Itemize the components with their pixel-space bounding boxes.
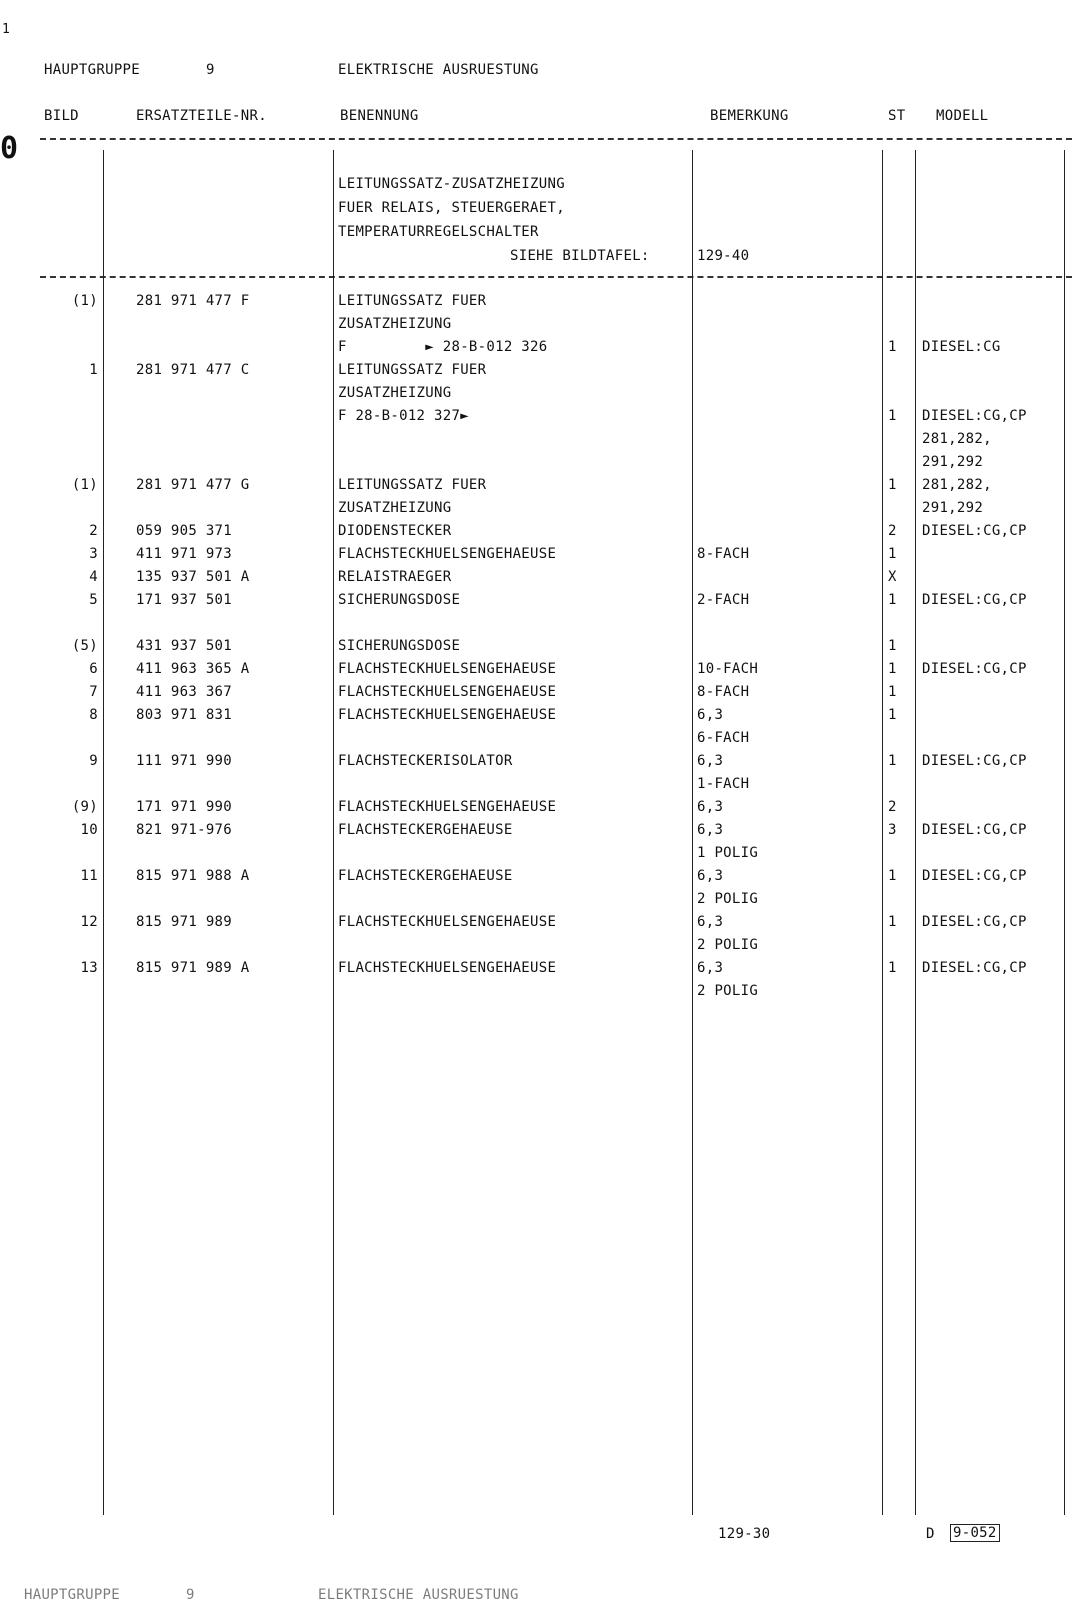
page-marker: 1 bbox=[2, 22, 11, 37]
next-group-title: ELEKTRISCHE AUSRUESTUNG bbox=[318, 1587, 519, 1603]
part-number: 815 971 989 bbox=[136, 914, 233, 930]
part-modell: DIESEL:CG,CP bbox=[922, 592, 1027, 608]
part-benennung: FLACHSTECKERGEHAEUSE bbox=[338, 822, 513, 838]
part-bemerkung: 10-FACH bbox=[697, 661, 759, 677]
part-bemerkung: 6,3 bbox=[697, 960, 724, 976]
group-label: HAUPTGRUPPE bbox=[44, 62, 141, 78]
part-benennung: FLACHSTECKHUELSENGEHAEUSE bbox=[338, 546, 557, 562]
col-divider-5 bbox=[915, 150, 916, 1515]
part-benennung: FLACHSTECKHUELSENGEHAEUSE bbox=[338, 960, 557, 976]
part-modell: DIESEL:CG,CP bbox=[922, 822, 1027, 838]
part-bemerkung: 2-FACH bbox=[697, 592, 750, 608]
col-divider-2 bbox=[333, 150, 334, 1515]
part-benennung: FLACHSTECKHUELSENGEHAEUSE bbox=[338, 799, 557, 815]
see-bildtafel-label: SIEHE BILDTAFEL: bbox=[510, 248, 650, 264]
part-benennung: LEITUNGSSATZ FUER bbox=[338, 362, 487, 378]
part-st: 1 bbox=[888, 546, 897, 562]
part-modell: 281,282, bbox=[922, 477, 992, 493]
part-modell: DIESEL:CG,CP bbox=[922, 868, 1027, 884]
part-bemerkung: 6,3 bbox=[697, 799, 724, 815]
part-st: 1 bbox=[888, 753, 897, 769]
part-number: 171 937 501 bbox=[136, 592, 233, 608]
part-benennung: SICHERUNGSDOSE bbox=[338, 638, 461, 654]
part-number: 171 971 990 bbox=[136, 799, 233, 815]
see-bildtafel-value: 129-40 bbox=[697, 248, 750, 264]
part-modell: DIESEL:CG,CP bbox=[922, 408, 1027, 424]
footer-lang: D bbox=[926, 1526, 935, 1542]
part-benennung: FLACHSTECKHUELSENGEHAEUSE bbox=[338, 684, 557, 700]
part-st: 2 bbox=[888, 523, 897, 539]
part-bild: 7 bbox=[89, 684, 98, 700]
part-bemerkung: 6,3 bbox=[697, 914, 724, 930]
part-modell: DIESEL:CG,CP bbox=[922, 960, 1027, 976]
part-number: 281 971 477 C bbox=[136, 362, 250, 378]
part-benennung: FLACHSTECKHUELSENGEHAEUSE bbox=[338, 707, 557, 723]
footer-page-code: 9-052 bbox=[950, 1524, 1000, 1542]
side-mark: 0 bbox=[0, 131, 19, 166]
group-title: ELEKTRISCHE AUSRUESTUNG bbox=[338, 62, 539, 78]
part-bild: 11 bbox=[80, 868, 98, 884]
part-number: 411 963 367 bbox=[136, 684, 233, 700]
part-bild: 6 bbox=[89, 661, 98, 677]
part-st: 3 bbox=[888, 822, 897, 838]
col-divider-6 bbox=[1064, 150, 1065, 1515]
part-bemerkung: 2 POLIG bbox=[697, 983, 759, 999]
part-benennung: ZUSATZHEIZUNG bbox=[338, 500, 452, 516]
part-benennung: DIODENSTECKER bbox=[338, 523, 452, 539]
part-modell: DIESEL:CG,CP bbox=[922, 523, 1027, 539]
part-bild: 13 bbox=[80, 960, 98, 976]
part-modell: DIESEL:CG,CP bbox=[922, 753, 1027, 769]
section-rule bbox=[40, 276, 1072, 278]
part-number: 281 971 477 G bbox=[136, 477, 250, 493]
part-number: 411 963 365 A bbox=[136, 661, 250, 677]
next-group-number: 9 bbox=[186, 1587, 195, 1603]
part-bemerkung: 6,3 bbox=[697, 868, 724, 884]
part-benennung: ZUSATZHEIZUNG bbox=[338, 316, 452, 332]
part-number: 111 971 990 bbox=[136, 753, 233, 769]
intro-line: LEITUNGSSATZ-ZUSATZHEIZUNG bbox=[338, 176, 565, 192]
part-bild: (1) bbox=[71, 477, 98, 493]
part-benennung: SICHERUNGSDOSE bbox=[338, 592, 461, 608]
part-st: 1 bbox=[888, 661, 897, 677]
part-bild: (5) bbox=[71, 638, 98, 654]
part-benennung: ZUSATZHEIZUNG bbox=[338, 385, 452, 401]
part-number: 821 971-976 bbox=[136, 822, 233, 838]
part-bild: (1) bbox=[71, 293, 98, 309]
part-number: 059 905 371 bbox=[136, 523, 233, 539]
col-benennung: BENENNUNG bbox=[340, 108, 419, 124]
col-modell: MODELL bbox=[936, 108, 989, 124]
intro-line: TEMPERATURREGELSCHALTER bbox=[338, 224, 539, 240]
part-bemerkung: 6,3 bbox=[697, 753, 724, 769]
part-benennung: LEITUNGSSATZ FUER bbox=[338, 293, 487, 309]
intro-line: FUER RELAIS, STEUERGERAET, bbox=[338, 200, 565, 216]
part-number: 815 971 988 A bbox=[136, 868, 250, 884]
part-modell: 281,282, bbox=[922, 431, 992, 447]
part-bemerkung: 6-FACH bbox=[697, 730, 750, 746]
col-bild: BILD bbox=[44, 108, 79, 124]
next-group-label: HAUPTGRUPPE bbox=[24, 1587, 121, 1603]
part-st: X bbox=[888, 569, 897, 585]
part-modell: DIESEL:CG,CP bbox=[922, 914, 1027, 930]
col-st: ST bbox=[888, 108, 906, 124]
part-st: 1 bbox=[888, 868, 897, 884]
part-modell: DIESEL:CG,CP bbox=[922, 661, 1027, 677]
part-bild: 2 bbox=[89, 523, 98, 539]
part-bemerkung: 8-FACH bbox=[697, 546, 750, 562]
part-number: 281 971 477 F bbox=[136, 293, 250, 309]
part-benennung: FLACHSTECKERISOLATOR bbox=[338, 753, 513, 769]
part-bild: 10 bbox=[80, 822, 98, 838]
part-bemerkung: 2 POLIG bbox=[697, 937, 759, 953]
part-benennung: LEITUNGSSATZ FUER bbox=[338, 477, 487, 493]
part-number: 411 971 973 bbox=[136, 546, 233, 562]
footer-tafel: 129-30 bbox=[718, 1526, 771, 1542]
part-st: 1 bbox=[888, 477, 897, 493]
part-bild: 4 bbox=[89, 569, 98, 585]
part-modell: DIESEL:CG bbox=[922, 339, 1001, 355]
part-number: 135 937 501 A bbox=[136, 569, 250, 585]
part-bild: 5 bbox=[89, 592, 98, 608]
part-benennung: FLACHSTECKHUELSENGEHAEUSE bbox=[338, 661, 557, 677]
part-st: 1 bbox=[888, 339, 897, 355]
part-benennung: RELAISTRAEGER bbox=[338, 569, 452, 585]
col-divider-4 bbox=[882, 150, 883, 1515]
part-bild: (9) bbox=[71, 799, 98, 815]
part-modell: 291,292 bbox=[922, 454, 984, 470]
part-bemerkung: 6,3 bbox=[697, 707, 724, 723]
part-bild: 3 bbox=[89, 546, 98, 562]
part-bemerkung: 1 POLIG bbox=[697, 845, 759, 861]
part-benennung: F ► 28-B-012 326 bbox=[338, 339, 548, 355]
part-bemerkung: 2 POLIG bbox=[697, 891, 759, 907]
part-number: 803 971 831 bbox=[136, 707, 233, 723]
part-st: 1 bbox=[888, 408, 897, 424]
part-bemerkung: 6,3 bbox=[697, 822, 724, 838]
part-st: 1 bbox=[888, 592, 897, 608]
part-bemerkung: 8-FACH bbox=[697, 684, 750, 700]
part-benennung: FLACHSTECKERGEHAEUSE bbox=[338, 868, 513, 884]
part-benennung: F 28-B-012 327► bbox=[338, 408, 469, 424]
part-number: 431 937 501 bbox=[136, 638, 233, 654]
part-st: 1 bbox=[888, 638, 897, 654]
part-st: 1 bbox=[888, 684, 897, 700]
part-number: 815 971 989 A bbox=[136, 960, 250, 976]
part-bild: 1 bbox=[89, 362, 98, 378]
part-st: 2 bbox=[888, 799, 897, 815]
part-modell: 291,292 bbox=[922, 500, 984, 516]
part-bild: 8 bbox=[89, 707, 98, 723]
col-divider-1 bbox=[103, 150, 104, 1515]
part-bild: 12 bbox=[80, 914, 98, 930]
group-number: 9 bbox=[206, 62, 215, 78]
part-st: 1 bbox=[888, 960, 897, 976]
part-bild: 9 bbox=[89, 753, 98, 769]
col-bemerkung: BEMERKUNG bbox=[710, 108, 789, 124]
part-st: 1 bbox=[888, 707, 897, 723]
part-benennung: FLACHSTECKHUELSENGEHAEUSE bbox=[338, 914, 557, 930]
part-st: 1 bbox=[888, 914, 897, 930]
col-divider-3 bbox=[692, 150, 693, 1515]
header-rule bbox=[40, 138, 1072, 140]
col-ersatzteil: ERSATZTEILE-NR. bbox=[136, 108, 267, 124]
part-bemerkung: 1-FACH bbox=[697, 776, 750, 792]
